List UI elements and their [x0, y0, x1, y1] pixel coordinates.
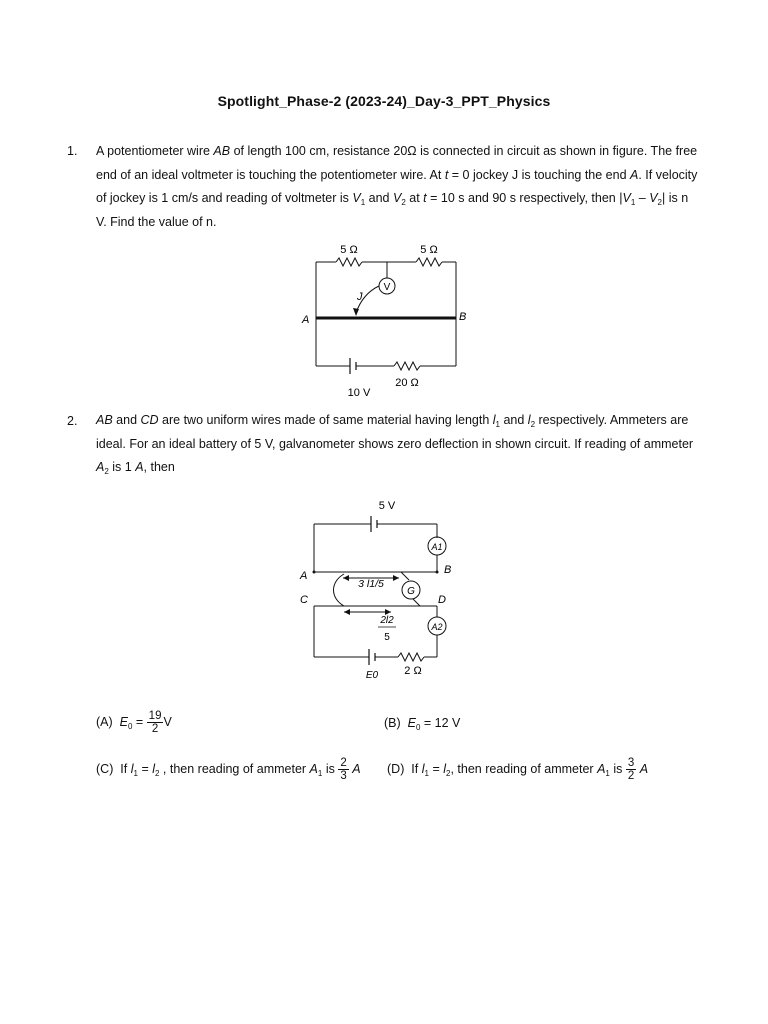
q2-circuit-figure [296, 494, 460, 687]
q2-line2: ideal. For an ideal battery of 5 V, galvanometer shows zero deflection in shown circuit. If reading of ammeter [96, 436, 694, 451]
q2-span-cd-numerator: 2l2 [380, 615, 394, 626]
q2-option-a-unit: V [163, 714, 172, 729]
q1-r-top-left-label: 5 Ω [340, 244, 358, 256]
q1-text [96, 140, 702, 234]
q2-battery-top-label: 5 V [378, 500, 396, 512]
q1-end-a-label: A [302, 314, 310, 326]
q1-line3: of jockey is 1 cm/s and reading of voltmeter is $V_1$ and $V_2$ at t = 10 s and 90 s respectively, then $|V_1 - V_2|$ is n [96, 191, 689, 207]
q2-option-d-fraction: $\frac{3}{2}$ [627, 757, 635, 782]
q2-option-d-label: (D) [387, 761, 405, 776]
q2-span-cd-denominator: 5 [384, 632, 390, 643]
q1-r-top-right-label: 5 Ω [420, 244, 438, 256]
q1-line2: end of an ideal voltmeter is touching the potentiometer wire. At t = 0 jockey J is touching the end A. If velocity [96, 167, 698, 182]
q2-resistor-label: 2 Ω [404, 665, 422, 677]
q2-option-b-label: (B) [384, 716, 401, 730]
q2-option-b[interactable]: (B) $E_0 = 12$ V [384, 716, 461, 732]
q2-ammeter2-label: A2 [431, 622, 443, 632]
q2-option-d[interactable]: (D) If $l_1 = l_2$, then reading of ammeter $A_1$ is $\frac{3}{2}$ A [387, 757, 649, 782]
q1-voltmeter-label: V [383, 282, 391, 293]
q2-option-c[interactable]: (C) If $l_1 = l_2$ , then reading of ammeter $A_1$ is $\frac{2}{3}$ A [96, 757, 361, 782]
q2-ammeter1-label: A1 [431, 542, 443, 552]
q1-circuit-figure [290, 236, 480, 407]
q1-line1: A potentiometer wire AB of length 100 cm, resistance 20Ω is connected in circuit as shown in figure. The free [96, 144, 698, 158]
q2-option-a-fraction: $\frac{19}{2}$ [148, 710, 162, 735]
q2-span-ab-label: 3 l1/5 [358, 578, 384, 590]
q1-number: 1. [67, 144, 78, 158]
q2-line1: AB and CD are two uniform wires made of same material having length $l_1$ and $l_2$ respectively. Ammeters are [96, 413, 689, 429]
q2-point-c: C [300, 594, 308, 606]
q1-line4: V. Find the value of n. [96, 214, 217, 229]
q2-option-c-label: (C) [96, 761, 114, 776]
q2-option-d-unit: A [639, 761, 649, 776]
q2-text [96, 409, 702, 480]
page-title: Spotlight_Phase-2 (2023-24)_Day-3_PPT_Physics [217, 93, 551, 109]
q1-jockey-label: J [357, 291, 363, 303]
q2-line3: $A_2$ is 1 A, then [96, 460, 175, 476]
q2-option-a[interactable]: (A) $E_0$ = $\frac{19}{2}$ V [96, 710, 172, 735]
q2-option-c-fraction: $\frac{2}{3}$ [340, 757, 347, 782]
q2-option-c-unit: A [352, 761, 361, 776]
q1-r-bottom-label: 20 Ω [395, 377, 419, 389]
q1-battery-label: 10 V [347, 387, 371, 399]
q2-point-a: A [300, 570, 308, 582]
q2-point-d: D [438, 594, 446, 606]
q2-galvanometer-label: G [407, 586, 415, 597]
q2-number: 2. [67, 414, 78, 428]
q2-e0-label: E0 [365, 670, 379, 681]
q1-end-b-label: B [459, 311, 467, 323]
q2-option-a-label: (A) [96, 714, 113, 729]
q2-point-b: B [444, 564, 452, 576]
